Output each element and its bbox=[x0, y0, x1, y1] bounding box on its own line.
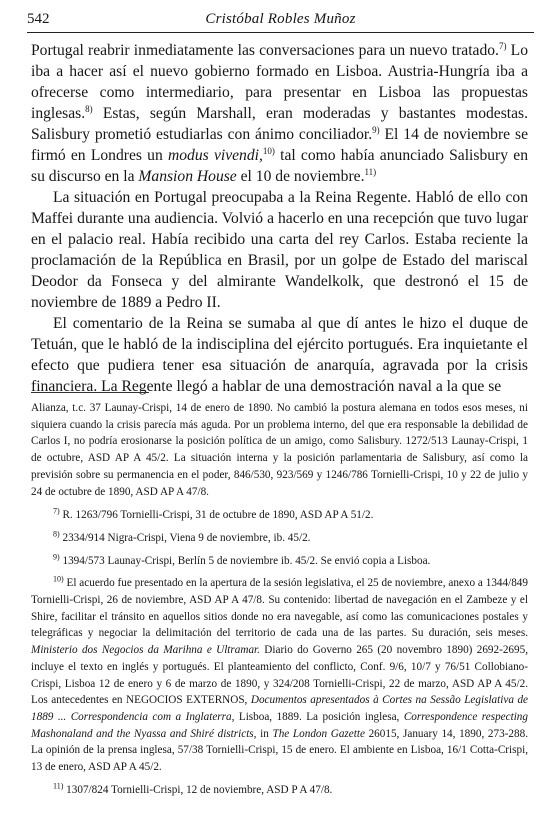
footnote-text: Lisboa, 1889. La posición inglesa, bbox=[234, 710, 404, 723]
running-title: Cristóbal Robles Muñoz bbox=[205, 11, 356, 27]
italic-term: modus vivendi, bbox=[168, 147, 263, 164]
header-rule bbox=[27, 32, 534, 33]
page-header bbox=[27, 11, 534, 33]
italic-title: Ministerio dos Negocios da Marihna e Ultramar. bbox=[31, 644, 260, 657]
text-run: El 14 de noviembre se firmó en Londres un bbox=[31, 126, 528, 164]
text-run: el 10 de noviembre. bbox=[236, 168, 365, 185]
footnote-number: 10) bbox=[53, 574, 64, 584]
footnote-ref: 11) bbox=[364, 166, 377, 177]
footnote-ref: 7) bbox=[498, 40, 507, 51]
footnote-number: 7) bbox=[53, 506, 60, 516]
footnote-ref: 8) bbox=[85, 103, 93, 114]
italic-title: Correspondence respecting Mashonaland and the Nyassa and Shiré districts, bbox=[31, 710, 528, 740]
footnote-text: Diario do Governo 265 (20 novembro 1890) 2692-2695, incluye el texto en inglés y portugués. El planteamiento del conflicto, Conf. 9/6, 10/7 y 76/51 Collobiano-Crispi, Lisboa 12 de enero y 6 de marzo de 1890, y 324/208 Tornielli-Crispi, 22 de marzo, ASD AP A 45/2. Los antecedentes en NEGOCIOS EXTERNOS, bbox=[31, 644, 528, 707]
main-text bbox=[31, 40, 528, 397]
footnote-7 bbox=[31, 507, 528, 524]
paragraph bbox=[31, 40, 528, 187]
text-run: Estas, según Marshall, eran moderadas y bastantes modestas. Salisbury prometió estudiarlas con ánimo conciliador. bbox=[31, 105, 528, 143]
italic-term: Mansion House bbox=[138, 168, 237, 185]
footnote-number: 11) bbox=[53, 781, 64, 791]
footnote-8 bbox=[31, 530, 528, 547]
text-run: Portugal reabrir inmediatamente las conversaciones para un nuevo tratado. bbox=[31, 42, 499, 59]
footnote-number: 9) bbox=[53, 551, 60, 561]
footnote-text: R. 1263/796 Tornielli-Crispi, 31 de octubre de 1890, ASD AP A 51/2. bbox=[62, 509, 374, 522]
footnotes bbox=[31, 400, 528, 804]
footnote-continuation: Alianza, t.c. 37 Launay-Crispi, 14 de enero de 1890. No cambió la postura alemana en todos esos meses, ni siquiera cuando la crisis parecía más aguda. Por un problema interno, del que era responsable la debilidad de Carlos I, no podría erosionarse la posición política de un amigo, como Salisbury. 1272/513 Launay-Crispi, 1 de octubre, ASD AP A 45/2. La situación interna y la posición parlamentaria de Salisbury, así como la previsión sobre su permanencia en el poder, 846/530, 923/569 y 1246/786 Tornielli-Crispi, 10 y 22 de julio y 24 de octubre de 1890, ASD AP A 47/8. bbox=[31, 402, 528, 498]
footnote-ref: 9) bbox=[372, 124, 380, 135]
page-number: 542 bbox=[27, 11, 50, 27]
italic-title: Documentos apresentados à Cortes na Sessão Legislativa de 1889 ... Correspondencia com a Inglaterra, bbox=[31, 694, 529, 723]
footnote-ref: 10) bbox=[262, 145, 275, 156]
footnote-text: 1394/573 Launay-Crispi, Berlín 5 de noviembre ib. 45/2. Se envió copia a Lisboa. bbox=[62, 554, 431, 567]
footnote-number: 8) bbox=[53, 529, 60, 539]
footnote-text: 1307/824 Tornielli-Crispi, 12 de noviembre, ASD P A 47/8. bbox=[66, 783, 333, 796]
paragraph: La situación en Portugal preocupaba a la Reina Regente. Habló de ello con Maffei durante una audiencia. Volvió a hacerlo en una recepción que tuvo lugar en el palacio real. Había recibido una carta del rey Carlos. Estaba reciente la proclamación de la República en Brasil, por un golpe de Estado del mariscal Deodor da Fonseca y del almirante Wandelkolk, que destronó el 15 de noviembre de 1889 a Pedro II. bbox=[31, 189, 528, 311]
footnote-separator bbox=[31, 392, 149, 393]
footnote-10 bbox=[31, 575, 528, 775]
italic-title: The London Gazette bbox=[272, 727, 365, 740]
footnote-text: in bbox=[256, 727, 273, 740]
paragraph: El comentario de la Reina se sumaba al que dí antes le hizo el duque de Tetuán, que le habló de la indisciplina del ejército portugués. Era inquietante el efecto que pudiera tener esa situación de anarquía, agravada por la crisis financiera. La Regente llegó a hablar de una demostración naval a la que se bbox=[31, 315, 528, 395]
footnote-9 bbox=[31, 553, 528, 570]
text-run: Lo iba a hacer así el nuevo gobierno formado en Lisboa. Austria-Hungría iba a ofrecerse como intermediario, para presentar en Lisboa las propuestas inglesas. bbox=[31, 42, 529, 122]
text-run: tal como había anunciado Salisbury en su discurso en la bbox=[31, 147, 528, 185]
footnote-text: 2334/914 Nigra-Crispi, Viena 9 de noviembre, ib. 45/2. bbox=[62, 531, 311, 544]
footnote-text: 26015, January 14, 1890, 273-288. La opinión de la prensa inglesa, 57/38 Tornielli-Crispi, 15 de enero. El ambiente en Lisboa, 16/1 Cotta-Crispi, 13 de enero, ASD AP A 45/2. bbox=[31, 727, 528, 774]
footnote-text: El acuerdo fue presentado en la apertura de la sesión legislativa, el 25 de noviembre, anexo a 1344/849 Tornielli-Crispi, 26 de noviembre, ASD AP A 47/8. Su contenido: libertad de navegación en el Zambeze y el Shire, facilitar el tránsito en aquellos sitios donde no era navegable, así como las comunicaciones postales y telegráficas y negociar la delimitación del territorio de cada una de las partes. Su duración, seis meses. bbox=[31, 577, 528, 640]
footnote-11 bbox=[31, 782, 528, 799]
